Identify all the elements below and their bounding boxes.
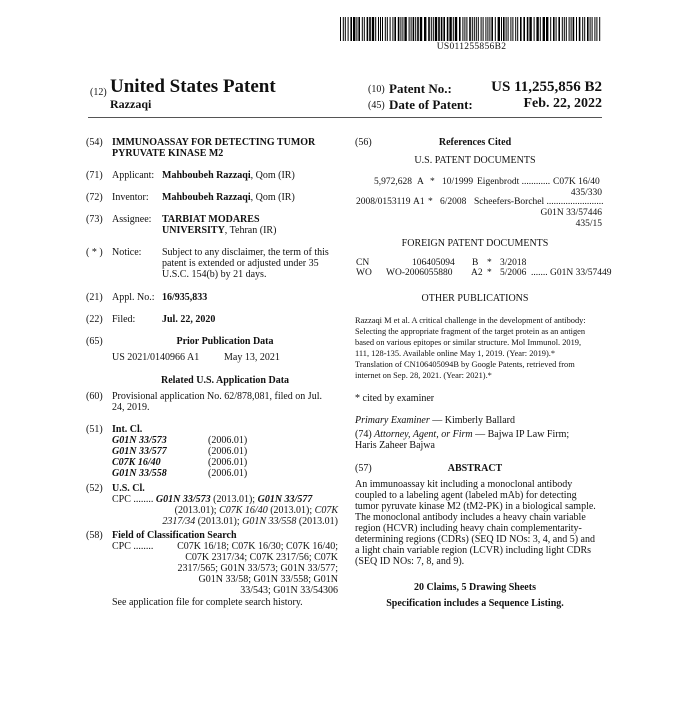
field-search-title: Field of Classification Search	[112, 530, 237, 541]
barcode-bar	[464, 17, 465, 41]
search-history-note: See application file for complete search history.	[112, 597, 303, 608]
barcode-bar	[372, 17, 374, 41]
us-doc-date: 6/2008	[440, 197, 467, 207]
applicant-label: Applicant:	[112, 170, 155, 181]
claims-summary: 20 Claims, 5 Drawing Sheets	[414, 582, 536, 593]
foreign-patent-documents-title: FOREIGN PATENT DOCUMENTS	[401, 238, 549, 249]
barcode-bar	[474, 17, 475, 41]
barcode-bar	[553, 17, 555, 41]
cited-by-examiner-note: * cited by examiner	[355, 393, 435, 404]
barcode-bar	[415, 17, 416, 41]
us-patent-documents-title: U.S. PATENT DOCUMENTS	[414, 155, 536, 166]
barcode-bar	[523, 17, 525, 41]
barcode-bar	[469, 17, 471, 41]
int-cl-version: (2006.01)	[208, 468, 248, 479]
us-doc-kind: A	[417, 177, 424, 187]
barcode-bar	[358, 17, 360, 41]
prior-publication-number: US 2021/0140966 A1	[112, 352, 200, 363]
int-cl-code: G01N 33/573	[112, 435, 167, 446]
int-cl-code: C07K 16/40	[112, 457, 161, 468]
barcode-bar	[369, 17, 371, 41]
barcode-bar	[348, 17, 349, 41]
barcode-bar	[390, 17, 391, 41]
notice-label: Notice:	[112, 247, 142, 258]
barcode-bar	[569, 17, 570, 41]
barcode-bar	[599, 17, 600, 41]
barcode	[340, 17, 603, 41]
barcode-bar	[508, 17, 509, 41]
int-cl-version: (2006.01)	[208, 457, 248, 468]
other-publication-line: Selecting the appropriate fragment of the target protein as an antigen	[355, 327, 586, 336]
barcode-bar	[501, 17, 502, 41]
other-publication-line: based on various epitopes or similar structure. Mol Immunol. 2019,	[355, 338, 582, 347]
foreign-doc-star: *	[487, 268, 492, 278]
barcode-bar	[466, 17, 467, 41]
barcode-bar	[438, 17, 440, 41]
barcode-bar	[587, 17, 589, 41]
abstract-line: region (HCVR) including heavy chain complementarity-	[355, 523, 582, 534]
us-doc-name: Scheefers-Borchel ........................	[474, 197, 604, 207]
other-publication-line: internet on Sep. 28, 2021. (Year: 2021).*	[355, 371, 492, 380]
barcode-bar	[382, 17, 383, 41]
barcode-bar	[433, 17, 434, 41]
barcode-bar	[387, 17, 388, 41]
barcode-bar	[512, 17, 513, 41]
field-number-22: (22)	[86, 314, 103, 325]
field-number-12: (12)	[90, 87, 107, 98]
foreign-doc-date: 3/2018	[500, 258, 527, 268]
abstract-line: An immunoassay kit including a monoclonal antibody	[355, 479, 573, 490]
int-cl-code: G01N 33/577	[112, 446, 167, 457]
barcode-bar	[400, 17, 401, 41]
document-title: United States Patent	[110, 76, 276, 97]
barcode-bar	[394, 17, 396, 41]
barcode-number: US011255856B2	[436, 42, 507, 52]
barcode-bar	[350, 17, 352, 41]
barcode-bar	[392, 17, 393, 41]
header-rule	[88, 117, 602, 118]
notice-line-1: Subject to any disclaimer, the term of this	[162, 247, 329, 258]
barcode-bar	[564, 17, 565, 41]
barcode-bar	[462, 17, 463, 41]
abstract-line: determining regions (CDRs) (SEQ ID NOs: 3, 4, and 5) and	[355, 534, 595, 545]
field-number-54: (54)	[86, 137, 103, 148]
date-of-patent-label: Date of Patent:	[389, 97, 473, 112]
barcode-bar	[380, 17, 381, 41]
barcode-bar	[472, 17, 473, 41]
barcode-bar	[385, 17, 386, 41]
barcode-bar	[495, 17, 496, 41]
foreign-doc-number: 106405094	[412, 258, 455, 268]
title-line-2: PYRUVATE KINASE M2	[112, 148, 224, 159]
barcode-bar	[398, 17, 400, 41]
field-number-72: (72)	[86, 192, 103, 203]
us-cl-title: U.S. Cl.	[112, 483, 145, 494]
title-line-1: IMMUNOASSAY FOR DETECTING TUMOR	[112, 137, 316, 148]
prior-publication-date: May 13, 2021	[224, 352, 280, 363]
barcode-bar	[562, 17, 563, 41]
foreign-doc-class: ....... G01N 33/57449	[531, 268, 612, 278]
field-number-56: (56)	[355, 137, 372, 148]
abstract-title: ABSTRACT	[447, 463, 503, 474]
barcode-bar	[487, 17, 488, 41]
notice-line-2: patent is extended or adjusted under 35	[162, 258, 319, 269]
barcode-bar	[566, 17, 567, 41]
barcode-bar	[367, 17, 369, 41]
us-doc-class-2: 435/15	[575, 219, 602, 229]
barcode-bar	[428, 17, 430, 41]
applicant: Mahboubeh Razzaqi, Qom (IR)	[162, 170, 295, 181]
barcode-bar	[409, 17, 410, 41]
assignee-label: Assignee:	[112, 214, 152, 225]
barcode-bar	[515, 17, 516, 41]
barcode-bar	[527, 17, 529, 41]
field-search-line-5: 33/543; G01N 33/54306	[240, 585, 338, 596]
us-doc-star: *	[430, 177, 435, 187]
abstract-line: (SEQ ID NOs: 7, 8, and 9).	[355, 556, 465, 567]
barcode-bar	[453, 17, 454, 41]
us-doc-class: C07K 16/40	[553, 177, 600, 187]
barcode-bar	[503, 17, 505, 41]
appl-no-label: Appl. No.:	[112, 292, 155, 303]
foreign-doc-date: 5/2006	[500, 268, 527, 278]
barcode-bar	[506, 17, 507, 41]
field-number-21: (21)	[86, 292, 103, 303]
barcode-bar	[592, 17, 593, 41]
barcode-bar	[455, 17, 457, 41]
barcode-bar	[483, 17, 484, 41]
foreign-doc-country: WO	[356, 268, 372, 278]
barcode-bar	[485, 17, 486, 41]
us-doc-date: 10/1999	[442, 177, 474, 187]
other-publications-title: OTHER PUBLICATIONS	[421, 293, 529, 304]
barcode-bar	[489, 17, 490, 41]
barcode-bar	[584, 17, 585, 41]
prior-publication-title: Prior Publication Data	[176, 336, 274, 347]
barcode-bar	[356, 17, 357, 41]
barcode-bar	[353, 17, 355, 41]
foreign-doc-kind: B	[472, 258, 479, 268]
other-publication-line: Razzaqi M et al. A critical challenge in the development of antibody:	[355, 316, 586, 325]
barcode-bar	[364, 17, 365, 41]
attorney-line-2: Haris Zaheer Bajwa	[355, 440, 435, 451]
barcode-bar	[345, 17, 346, 41]
other-publication-line: 111, 128-135. Available online May 1, 2019. (Year: 2019).*	[355, 349, 556, 358]
inventor-short: Razzaqi	[110, 97, 152, 111]
other-publication-line: Translation of CN106405094B by Google Patents, retrieved from	[355, 360, 575, 369]
barcode-bar	[571, 17, 572, 41]
barcode-bar	[413, 17, 415, 41]
barcode-bar	[576, 17, 577, 41]
us-cl-line-1: CPC ........ G01N 33/573 (2013.01); G01N 33/577	[112, 494, 313, 505]
notice-marker: ( * )	[86, 247, 103, 258]
barcode-bar	[343, 17, 344, 41]
sequence-listing-note: Specification includes a Sequence Listing.	[386, 598, 564, 609]
field-number-52: (52)	[86, 483, 103, 494]
barcode-bar	[534, 17, 535, 41]
barcode-bar	[556, 17, 557, 41]
barcode-bar	[517, 17, 518, 41]
barcode-bar	[443, 17, 445, 41]
barcode-bar	[378, 17, 379, 41]
barcode-bar	[540, 17, 541, 41]
abstract-line: coupled to a labeling agent (labeled mAb) for detecting	[355, 490, 577, 501]
date-of-patent: Feb. 22, 2022	[523, 96, 602, 111]
us-cl-line-2: (2013.01); C07K 16/40 (2013.01); C07K	[174, 505, 338, 516]
barcode-bar	[447, 17, 449, 41]
barcode-bar	[402, 17, 403, 41]
us-doc-name: Eigenbrodt ............	[477, 177, 551, 187]
field-search-cpc-label: CPC ........	[112, 541, 154, 552]
int-cl-title: Int. Cl.	[112, 424, 143, 435]
field-number-10: (10)	[368, 84, 385, 95]
int-cl-version: (2006.01)	[208, 446, 248, 457]
barcode-bar	[582, 17, 583, 41]
barcode-bar	[375, 17, 376, 41]
assignee-line-2: UNIVERSITY, Tehran (IR)	[162, 225, 277, 236]
field-number-58: (58)	[86, 530, 103, 541]
filed-date: Jul. 22, 2020	[162, 314, 216, 325]
us-doc-class: G01N 33/57446	[540, 208, 602, 218]
barcode-bar	[340, 17, 341, 41]
barcode-bar	[449, 17, 451, 41]
barcode-bar	[536, 17, 538, 41]
us-cl-line-3: 2317/34 (2013.01); G01N 33/558 (2013.01)	[162, 516, 338, 527]
barcode-bar	[529, 17, 531, 41]
notice-line-3: U.S.C. 154(b) by 21 days.	[162, 269, 267, 280]
us-doc-kind: A1	[413, 197, 425, 207]
foreign-doc-kind: A2	[471, 268, 483, 278]
field-search-line-1: C07K 16/18; C07K 16/30; C07K 16/40;	[177, 541, 338, 552]
barcode-bar	[435, 17, 437, 41]
barcode-bar	[590, 17, 591, 41]
barcode-bar	[424, 17, 426, 41]
inventor-label: Inventor:	[112, 192, 149, 203]
barcode-bar	[546, 17, 548, 41]
us-doc-class-2: 435/330	[570, 188, 602, 198]
barcode-bar	[404, 17, 406, 41]
patent-number-label: Patent No.:	[389, 81, 452, 96]
barcode-bar	[362, 17, 363, 41]
foreign-doc-star: *	[487, 258, 492, 268]
foreign-doc-number: WO-2006055880	[386, 268, 453, 278]
field-search-line-2: C07K 2317/34; C07K 2317/56; C07K	[185, 552, 338, 563]
foreign-doc-country: CN	[356, 258, 370, 268]
int-cl-code: G01N 33/558	[112, 468, 167, 479]
barcode-bar	[510, 17, 511, 41]
barcode-bar	[543, 17, 545, 41]
barcode-bar	[573, 17, 575, 41]
primary-examiner: Primary Examiner — Kimberly Ballard	[355, 415, 515, 426]
barcode-bar	[594, 17, 595, 41]
attorney-line-1: (74) Attorney, Agent, or Firm — Bajwa IP Law Firm;	[355, 429, 570, 440]
int-cl-version: (2006.01)	[208, 435, 248, 446]
us-doc-number: 5,972,628	[374, 177, 412, 187]
us-doc-number: 2008/0153119	[356, 197, 411, 207]
related-data-title: Related U.S. Application Data	[160, 375, 290, 386]
barcode-bar	[550, 17, 551, 41]
barcode-bar	[441, 17, 443, 41]
barcode-bar	[476, 17, 477, 41]
barcode-bar	[596, 17, 597, 41]
barcode-bar	[411, 17, 412, 41]
field-search-line-3: 2317/565; G01N 33/573; G01N 33/577;	[177, 563, 338, 574]
field-number-51: (51)	[86, 424, 103, 435]
abstract-line: The monoclonal antibody includes a heavy chain variable	[355, 512, 586, 523]
us-doc-star: *	[428, 197, 433, 207]
appl-no: 16/935,833	[162, 292, 208, 303]
filed-label: Filed:	[112, 314, 136, 325]
barcode-bar	[558, 17, 560, 41]
field-number-45: (45)	[368, 100, 385, 111]
barcode-bar	[431, 17, 432, 41]
assignee-line-1: TARBIAT MODARES	[162, 214, 260, 225]
field-number-57: (57)	[355, 463, 372, 474]
provisional-line-2: 24, 2019.	[112, 402, 150, 413]
barcode-bar	[478, 17, 479, 41]
abstract-line: tumor pyruvate kinase M2 (tM2-PK) in a biological sample.	[355, 501, 596, 512]
references-cited-title: References Cited	[438, 137, 512, 148]
patent-number: US 11,255,856 B2	[491, 79, 602, 95]
barcode-bar	[420, 17, 422, 41]
field-number-73: (73)	[86, 214, 103, 225]
field-number-71: (71)	[86, 170, 103, 181]
barcode-bar	[459, 17, 461, 41]
barcode-bar	[417, 17, 419, 41]
barcode-bar	[520, 17, 522, 41]
field-number-65: (65)	[86, 336, 103, 347]
barcode-bar	[491, 17, 493, 41]
abstract-line: a light chain variable region (LCVR) including light CDRs	[355, 545, 592, 556]
barcode-bar	[498, 17, 500, 41]
provisional-line-1: Provisional application No. 62/878,081, filed on Jul.	[112, 391, 322, 402]
field-search-line-4: G01N 33/58; G01N 33/558; G01N	[198, 574, 338, 585]
barcode-bar	[579, 17, 581, 41]
inventor: Mahboubeh Razzaqi, Qom (IR)	[162, 192, 295, 203]
barcode-bar	[481, 17, 482, 41]
field-number-60: (60)	[86, 391, 103, 402]
